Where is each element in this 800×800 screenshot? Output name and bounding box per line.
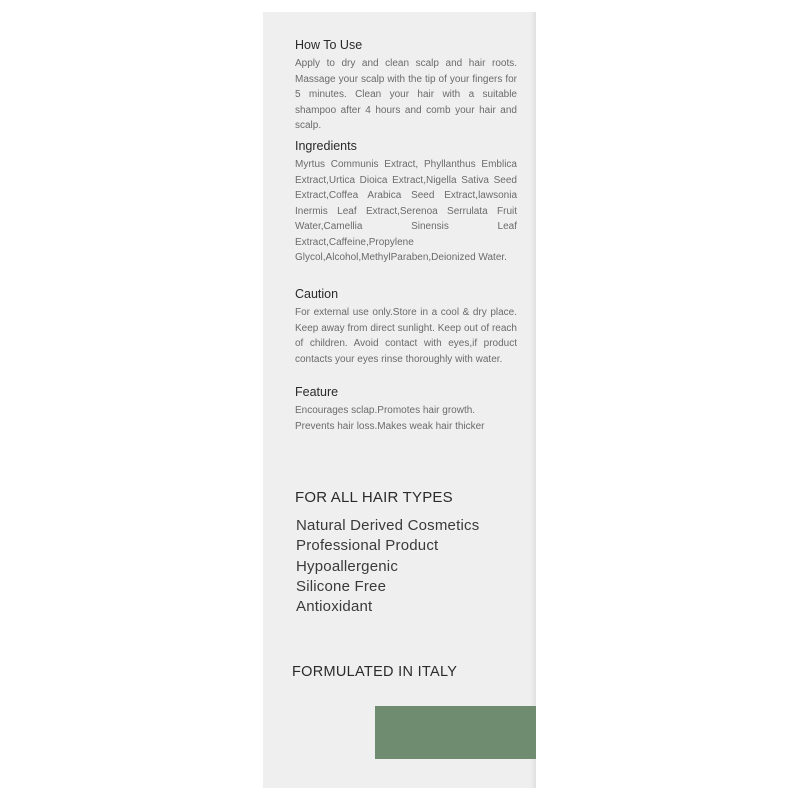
ingredients-heading: Ingredients [295,139,357,153]
caution-text: For external use only.Store in a cool & dry place. Keep away from direct sunlight. Keep out of reach of children. Avoid contact with eyes,if product contacts your eyes rinse thoroughly with water. [295,307,517,365]
origin-label: FORMULATED IN ITALY [292,664,458,680]
green-color-band [375,706,536,759]
how-to-use-text: Apply to dry and clean scalp and hair roots. Massage your scalp with the tip of your fingers for 5 minutes. Clean your hair with a suitable shampoo after 4 hours and comb your hair and scalp. [295,58,517,131]
product-claims-list [296,516,479,617]
claim-item: Silicone Free [296,577,387,595]
claim-item: Hypoallergenic [296,557,399,575]
ingredients-text: Myrtus Communis Extract, Phyllanthus Emblica Extract,Urtica Dioica Extract,Nigella Sativa Seed Extract,Coffea Arabica Seed Extract,lawsonia Inermis Leaf Extract,Serenoa Serrulata Fruit Water,Camellia Sinensis Leaf Extract,Caffeine,Propylene Glycol,Alcohol,MethylParaben,Deionized Water. [295,159,517,263]
panel-edge-shadow [530,12,536,788]
ingredients-section [295,139,517,266]
claim-item: Antioxidant [296,598,373,616]
feature-text: Encourages sclap.Promotes hair growth. Prevents hair loss.Makes weak hair thicker [295,405,485,432]
caution-heading: Caution [295,287,339,301]
how-to-use-section [295,38,517,134]
caution-section [295,287,517,367]
claim-item: Professional Product [296,537,439,555]
claim-item: Natural Derived Cosmetics [296,517,480,534]
how-to-use-heading: How To Use [295,38,363,52]
feature-heading: Feature [295,385,339,399]
hair-types-title: FOR ALL HAIR TYPES [295,489,453,506]
feature-section [295,385,517,434]
